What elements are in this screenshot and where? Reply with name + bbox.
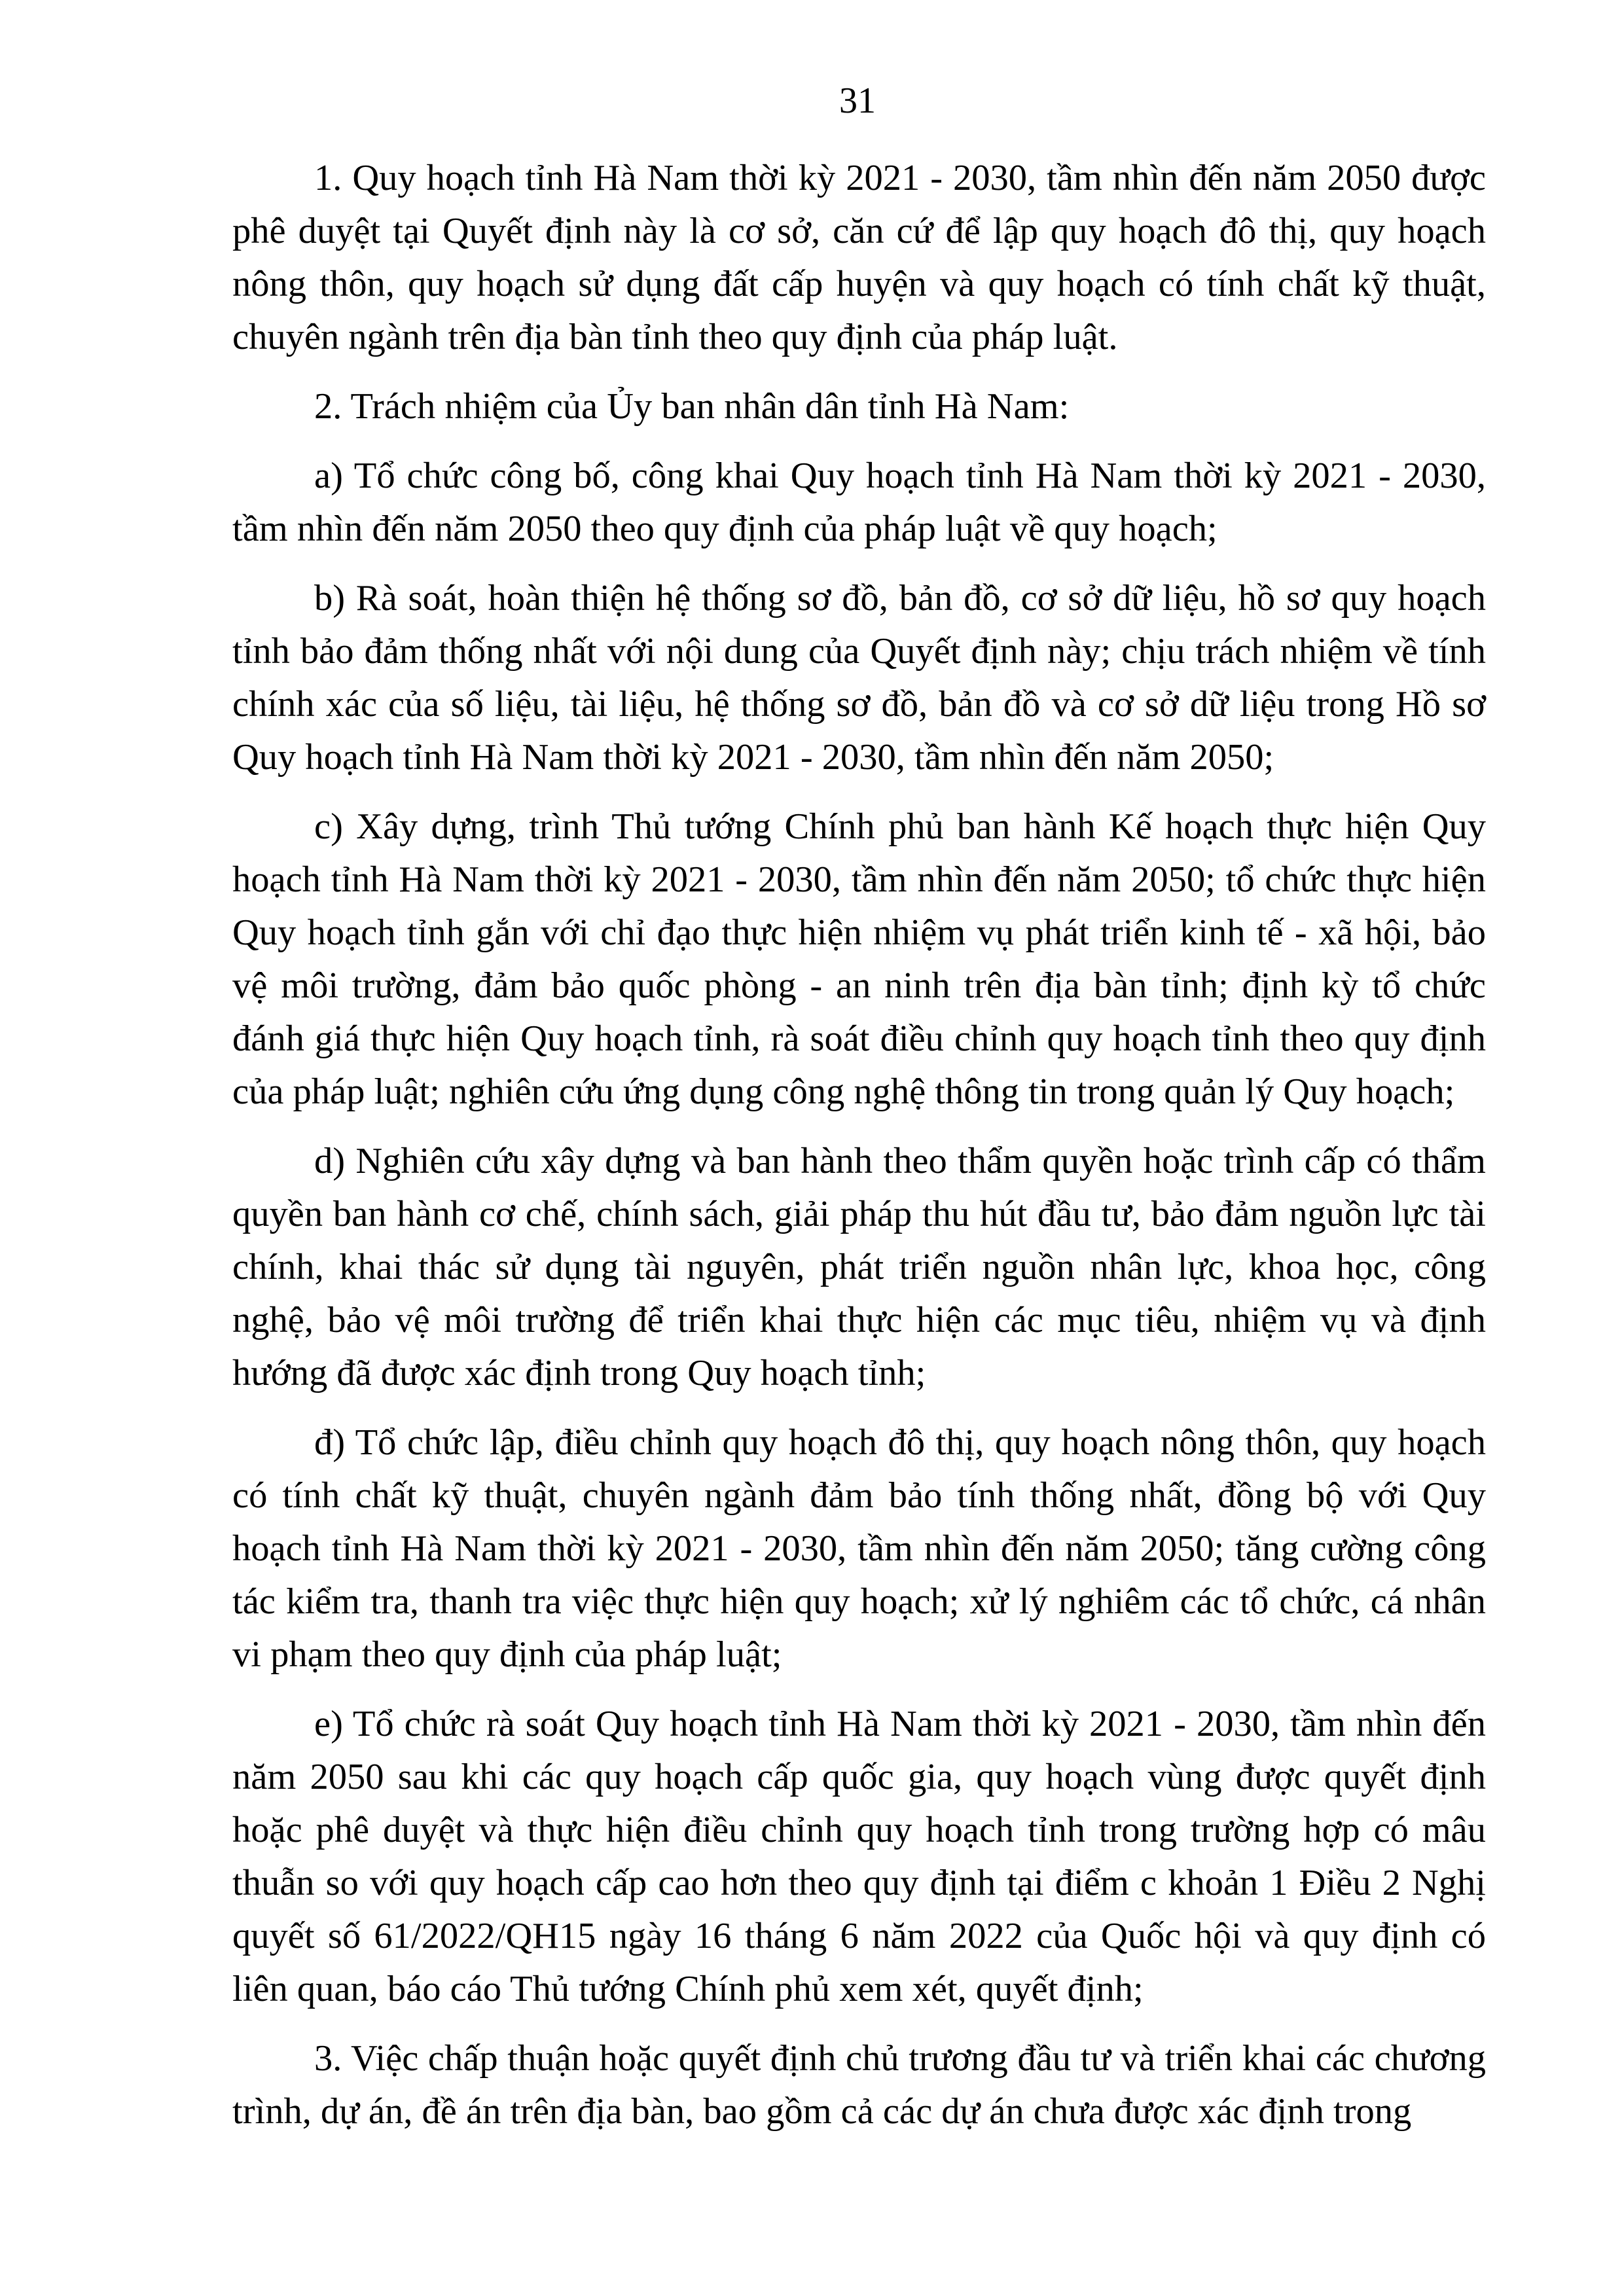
paragraph-2-heading: 2. Trách nhiệm của Ủy ban nhân dân tỉnh Hà Nam:	[314, 386, 1070, 427]
paragraph-1: 1. Quy hoạch tỉnh Hà Nam thời kỳ 2021 - 2030, tầm nhìn đến năm 2050 được phê duyệt tại Quyết định này là cơ sở, căn cứ để lập quy hoạch đô thị, quy hoạch nông thôn, quy hoạch sử dụng đất cấp huyện và quy hoạch có tính chất kỹ thuật, chuyên ngành trên địa bàn tỉnh theo quy định của pháp luật.	[232, 158, 1486, 357]
paragraph-2c: c) Xây dựng, trình Thủ tướng Chính phủ ban hành Kế hoạch thực hiện Quy hoạch tỉnh Hà Nam thời kỳ 2021 - 2030, tầm nhìn đến năm 2050; tổ chức thực hiện Quy hoạch tỉnh gắn với chỉ đạo thực hiện nhiệm vụ phát triển kinh tế - xã hội, bảo vệ môi trường, đảm bảo quốc phòng - an ninh trên địa bàn tỉnh; định kỳ tổ chức đánh giá thực hiện Quy hoạch tỉnh, rà soát điều chỉnh quy hoạch tỉnh theo quy định của pháp luật; nghiên cứu ứng dụng công nghệ thông tin trong quản lý Quy hoạch;	[232, 806, 1486, 1112]
paragraph-2dd: đ) Tổ chức lập, điều chỉnh quy hoạch đô thị, quy hoạch nông thôn, quy hoạch có tính chất kỹ thuật, chuyên ngành đảm bảo tính thống nhất, đồng bộ với Quy hoạch tỉnh Hà Nam thời kỳ 2021 - 2030, tầm nhìn đến năm 2050; tăng cường công tác kiểm tra, thanh tra việc thực hiện quy hoạch; xử lý nghiêm các tổ chức, cá nhân vi phạm theo quy định của pháp luật;	[232, 1422, 1486, 1675]
page-number: 31	[839, 81, 876, 121]
paragraph-2e: e) Tổ chức rà soát Quy hoạch tỉnh Hà Nam thời kỳ 2021 - 2030, tầm nhìn đến năm 2050 sau khi các quy hoạch cấp quốc gia, quy hoạch vùng được quyết định hoặc phê duyệt và thực hiện điều chỉnh quy hoạch tỉnh trong trường hợp có mâu thuẫn so với quy hoạch cấp cao hơn theo quy định tại điểm c khoản 1 Điều 2 Nghị quyết số 61/2022/QH15 ngày 16 tháng 6 năm 2022 của Quốc hội và quy định có liên quan, báo cáo Thủ tướng Chính phủ xem xét, quyết định;	[232, 1704, 1486, 2009]
paragraph-2a: a) Tổ chức công bố, công khai Quy hoạch tỉnh Hà Nam thời kỳ 2021 - 2030, tầm nhìn đến năm 2050 theo quy định của pháp luật về quy hoạch;	[232, 456, 1486, 549]
paragraph-2b: b) Rà soát, hoàn thiện hệ thống sơ đồ, bản đồ, cơ sở dữ liệu, hồ sơ quy hoạch tỉnh bảo đảm thống nhất với nội dung của Quyết định này; chịu trách nhiệm về tính chính xác của số liệu, tài liệu, hệ thống sơ đồ, bản đồ và cơ sở dữ liệu trong Hồ sơ Quy hoạch tỉnh Hà Nam thời kỳ 2021 - 2030, tầm nhìn đến năm 2050;	[232, 578, 1486, 778]
paragraph-2d: d) Nghiên cứu xây dựng và ban hành theo thẩm quyền hoặc trình cấp có thẩm quyền ban hành cơ chế, chính sách, giải pháp thu hút đầu tư, bảo đảm nguồn lực tài chính, khai thác sử dụng tài nguyên, phát triển nguồn nhân lực, khoa học, công nghệ, bảo vệ môi trường để triển khai thực hiện các mục tiêu, nhiệm vụ và định hướng đã được xác định trong Quy hoạch tỉnh;	[232, 1141, 1486, 1393]
document-body	[232, 152, 1486, 2155]
paragraph-3: 3. Việc chấp thuận hoặc quyết định chủ trương đầu tư và triển khai các chương trình, dự án, đề án trên địa bàn, bao gồm cả các dự án chưa được xác định trong	[232, 2038, 1486, 2132]
